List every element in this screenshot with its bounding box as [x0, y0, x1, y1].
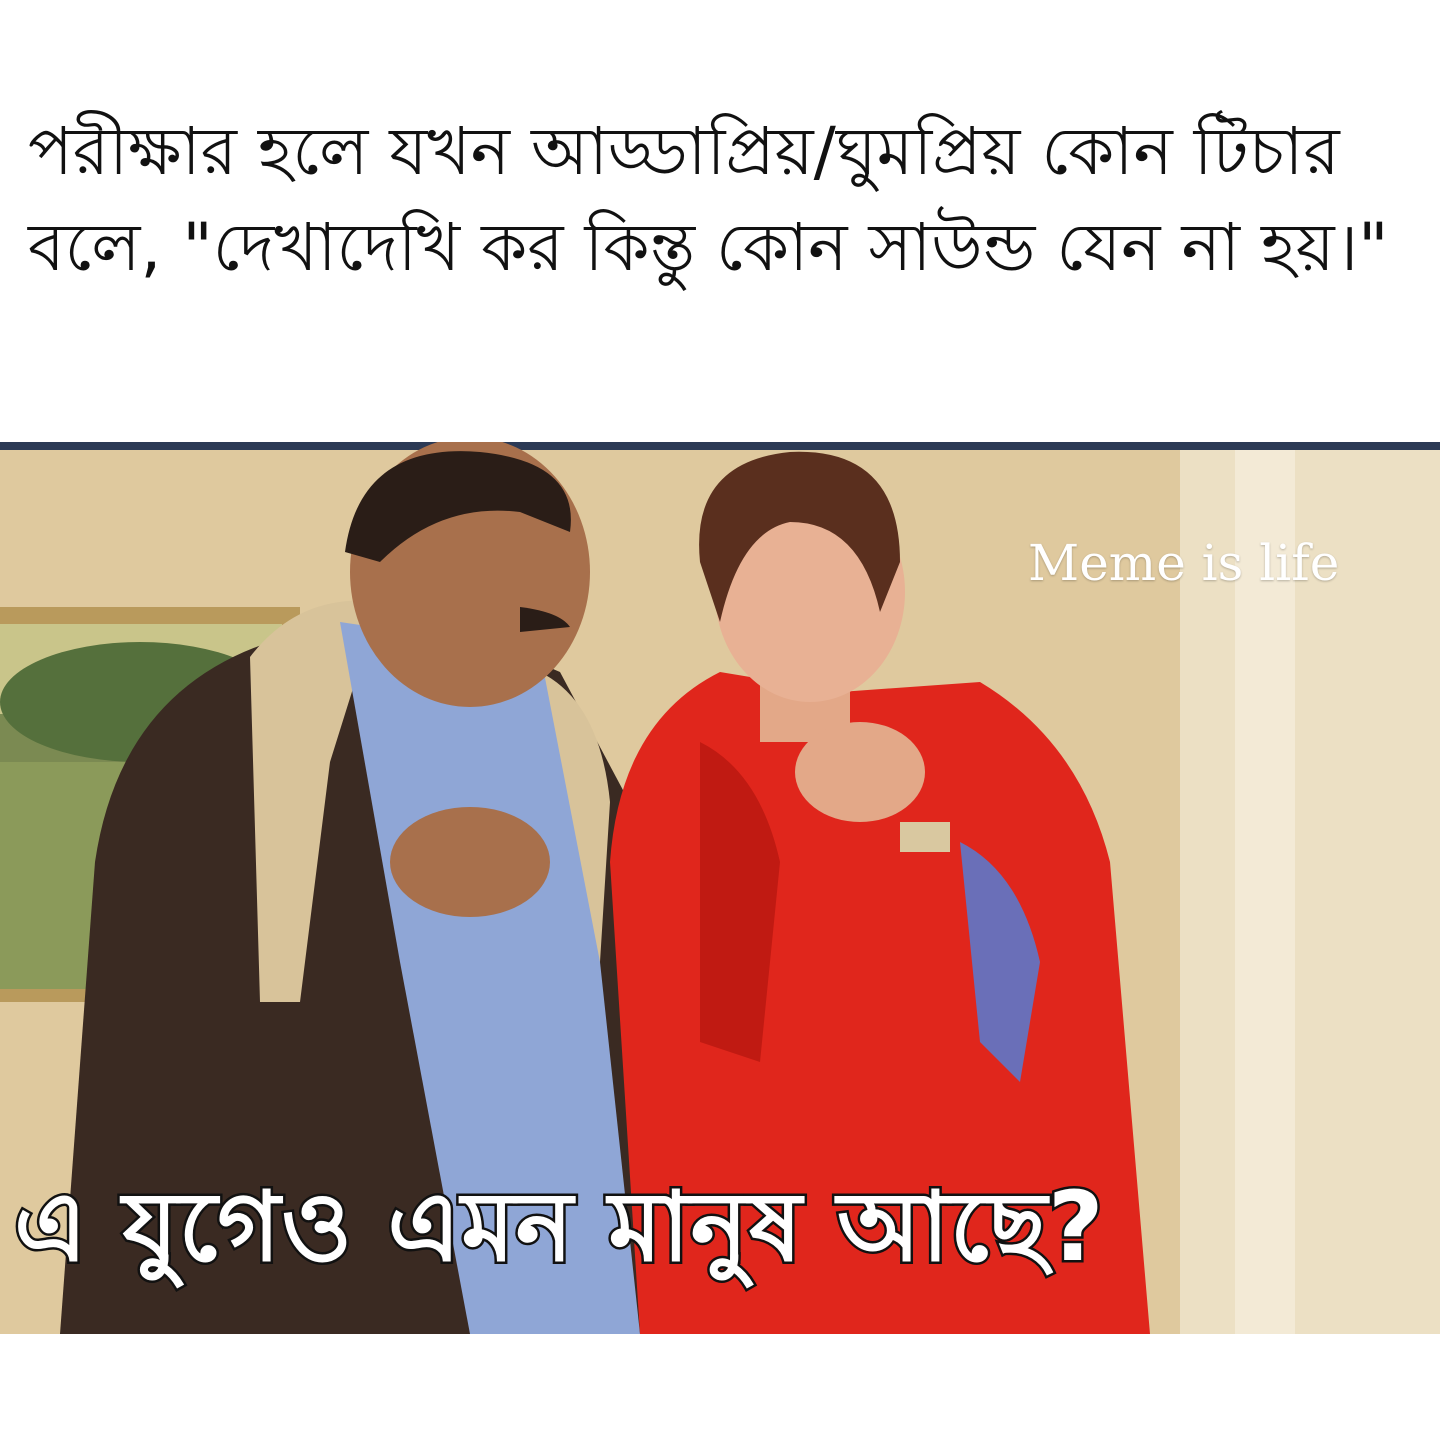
meme-caption: পরীক্ষার হলে যখন আড্ডাপ্রিয়/ঘুমপ্রিয় কোন টিচার বলে, "দেখাদেখি কর কিন্তু কোন সাউন্ড যেন না হয়।"	[28, 113, 1389, 286]
watermark: Meme is life	[1028, 534, 1340, 592]
meme-subtitle: এ যুগেও এমন মানুষ আছে?	[14, 1171, 1105, 1283]
meme-photo	[0, 442, 1440, 1334]
